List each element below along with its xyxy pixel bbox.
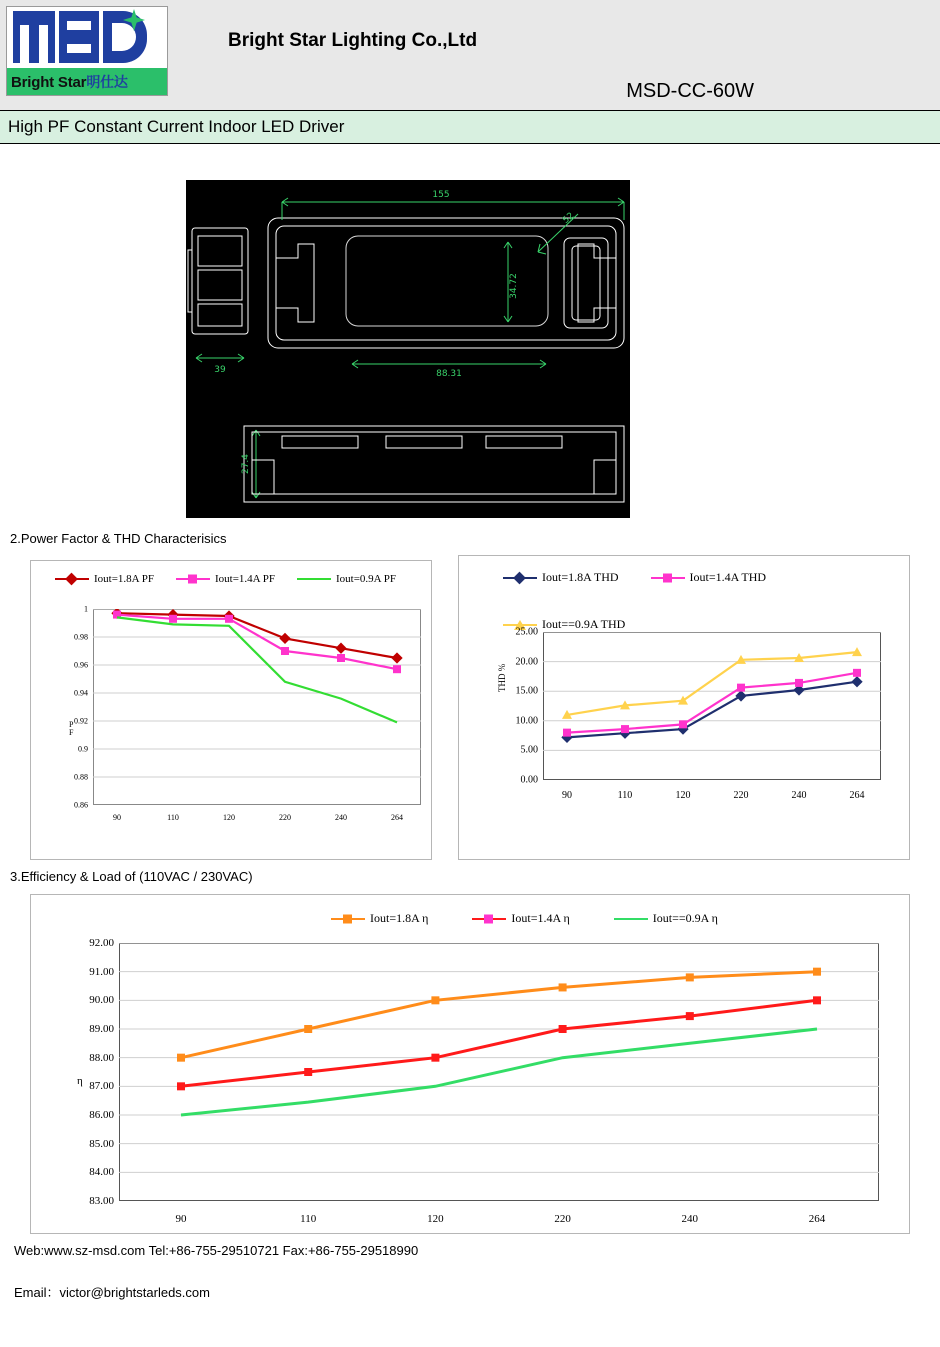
- series-marker: [431, 996, 439, 1004]
- y-axis-tick: 0.92: [74, 716, 88, 726]
- x-axis-tick: 90: [113, 813, 121, 822]
- series-marker: [851, 676, 862, 687]
- diamond-marker-icon: [65, 573, 78, 586]
- y-axis-tick: 10.00: [515, 715, 538, 727]
- series-marker: [679, 720, 687, 728]
- series-marker: [559, 1025, 567, 1033]
- legend-label: Iout==0.9A THD: [542, 617, 626, 631]
- pf-y-axis-title: P F: [69, 720, 74, 737]
- dim-left-width: 39: [214, 365, 226, 375]
- y-axis-tick: 91.00: [89, 965, 114, 978]
- square-marker-icon: [343, 914, 352, 923]
- y-axis-tick: 0.88: [74, 772, 88, 782]
- efficiency-chart-legend: [331, 911, 718, 926]
- x-axis-tick: 240: [681, 1213, 699, 1225]
- efficiency-chart-panel: [30, 894, 910, 1234]
- y-axis-tick: 89.00: [89, 1023, 114, 1035]
- legend-swatch-line: [55, 578, 89, 580]
- legend-item: [614, 911, 718, 926]
- legend-item: [472, 911, 569, 926]
- y-axis-tick: 85.00: [89, 1137, 114, 1150]
- dim-inner-height: 34.72: [509, 273, 519, 299]
- thd-chart-legend: [503, 570, 903, 632]
- series-marker: [177, 1054, 185, 1062]
- drawing-svg: [186, 180, 630, 518]
- footer-email-line: Email：victor@brightstarleds.com: [14, 1285, 210, 1300]
- legend-swatch-line: [331, 918, 365, 920]
- x-axis-tick: 110: [617, 790, 633, 801]
- legend-swatch-line: [651, 577, 685, 579]
- y-axis-tick: 88.00: [89, 1051, 114, 1064]
- x-axis-tick: 120: [427, 1213, 444, 1225]
- logo-wordmark-cn: 明仕达: [86, 74, 128, 90]
- series-line: [567, 673, 857, 733]
- series-marker: [335, 643, 346, 654]
- x-axis-tick: 220: [279, 813, 291, 822]
- series-marker: [621, 725, 629, 733]
- x-axis-tick: 220: [733, 790, 749, 801]
- x-axis-tick: 90: [175, 1213, 187, 1225]
- y-axis-tick: 92.00: [89, 937, 114, 949]
- legend-swatch-line: [503, 624, 537, 626]
- diamond-marker-icon: [513, 571, 526, 584]
- series-marker: [177, 1082, 185, 1090]
- dim-corner: 52: [561, 210, 577, 226]
- pf-plot-area: [93, 609, 421, 805]
- x-axis-tick: 240: [335, 813, 347, 822]
- series-marker: [431, 1054, 439, 1062]
- square-marker-icon: [484, 914, 493, 923]
- square-marker-icon: [188, 575, 197, 584]
- legend-label: Iout=0.9A PF: [336, 573, 396, 585]
- legend-label: Iout=1.8A THD: [542, 570, 619, 584]
- efficiency-plot-area: [119, 943, 879, 1201]
- logo-wordmark: [11, 72, 128, 92]
- x-axis-tick: 110: [300, 1213, 317, 1225]
- x-axis-tick: 240: [791, 790, 807, 801]
- thd-plot-area: [543, 632, 881, 780]
- footer-contact-line: Web:www.sz-msd.com Tel:+86-755-29510721 Fax:+86-755-29518990: [14, 1243, 419, 1258]
- legend-swatch-line: [297, 578, 331, 580]
- series-marker: [393, 665, 401, 673]
- series-marker: [737, 684, 745, 692]
- series-marker: [304, 1025, 312, 1033]
- series-marker: [391, 652, 402, 663]
- y-axis-tick: 0.9: [78, 744, 88, 754]
- page-title: High PF Constant Current Indoor LED Driver: [8, 117, 345, 136]
- y-axis-tick: 25.00: [515, 626, 538, 638]
- series-marker: [686, 973, 694, 981]
- y-axis-tick: 0.00: [520, 774, 538, 786]
- series-line: [117, 617, 397, 722]
- dim-length: 155: [432, 190, 450, 200]
- page-header: [0, 0, 940, 111]
- legend-swatch-line: [614, 918, 648, 920]
- y-axis-tick: 83.00: [89, 1195, 114, 1207]
- y-axis-tick: 0.98: [74, 632, 88, 642]
- legend-item: [297, 573, 396, 585]
- logo-wordmark-en: Bright Star: [11, 74, 87, 91]
- x-axis-tick: 120: [675, 790, 691, 801]
- x-axis-tick: 110: [167, 813, 179, 822]
- legend-label: Iout=1.4A PF: [215, 573, 275, 585]
- legend-item: [503, 617, 903, 632]
- y-axis-tick: 84.00: [89, 1166, 114, 1179]
- dim-inner-width: 88.31: [436, 369, 462, 379]
- series-marker: [279, 633, 290, 644]
- legend-label: Iout=1.4A THD: [689, 570, 767, 584]
- pf-chart-panel: [30, 560, 432, 860]
- series-marker: [225, 615, 233, 623]
- efficiency-y-axis-title: η: [77, 1075, 83, 1087]
- legend-item: [176, 573, 275, 585]
- series-marker: [169, 615, 177, 623]
- y-axis-tick: 20.00: [515, 656, 538, 668]
- thd-series-svg: [543, 632, 881, 780]
- series-marker: [795, 679, 803, 687]
- legend-swatch-line: [176, 578, 210, 580]
- x-axis-tick: 90: [562, 790, 572, 801]
- company-logo: [6, 6, 168, 96]
- legend-label: Iout==0.9A η: [652, 911, 718, 925]
- dim-side-height: 27.4: [241, 453, 251, 475]
- company-name: Bright Star Lighting Co.,Ltd: [228, 30, 478, 51]
- mechanical-drawing: [186, 180, 630, 518]
- x-axis-tick: 264: [391, 813, 403, 822]
- product-title-bar: [0, 111, 940, 144]
- series-marker: [686, 1012, 694, 1020]
- pf-series-svg: [93, 609, 421, 805]
- series-marker: [281, 647, 289, 655]
- y-axis-tick: 15.00: [515, 685, 538, 697]
- legend-item: [331, 911, 428, 926]
- series-marker: [304, 1068, 312, 1076]
- legend-item: [55, 573, 154, 585]
- efficiency-series-svg: [119, 943, 879, 1201]
- legend-swatch-line: [503, 577, 537, 579]
- legend-label: Iout=1.8A PF: [94, 573, 154, 585]
- series-marker: [735, 690, 746, 701]
- x-axis-tick: 120: [223, 813, 235, 822]
- logo-letter-s-icon: [59, 11, 99, 63]
- y-axis-tick: 90.00: [89, 994, 114, 1007]
- series-marker: [563, 729, 571, 737]
- y-axis-tick: 1: [84, 604, 88, 614]
- series-marker: [853, 669, 861, 677]
- section-3-label: 3.Efficiency & Load of (110VAC / 230VAC): [10, 869, 253, 884]
- thd-y-axis-title: THD %: [497, 663, 507, 692]
- section-2-label: 2.Power Factor & THD Characterisics: [10, 531, 227, 546]
- x-axis-tick: 264: [808, 1213, 826, 1225]
- y-axis-tick: 0.94: [74, 688, 88, 698]
- series-marker: [337, 654, 345, 662]
- legend-swatch-line: [472, 918, 506, 920]
- thd-chart-panel: [458, 555, 910, 860]
- y-axis-tick: 0.96: [74, 660, 88, 670]
- legend-label: Iout=1.4A η: [511, 911, 570, 925]
- series-marker: [813, 968, 821, 976]
- legend-item: [503, 570, 619, 585]
- y-axis-tick: 5.00: [520, 744, 538, 756]
- legend-label: Iout=1.8A η: [370, 911, 429, 925]
- series-marker: [559, 983, 567, 991]
- series-marker: [813, 996, 821, 1004]
- pf-chart-legend: [55, 573, 396, 585]
- logo-letter-m-icon: [13, 11, 55, 63]
- square-marker-icon: [663, 573, 672, 582]
- x-axis-tick: 264: [849, 790, 865, 801]
- legend-item: [651, 570, 767, 585]
- y-axis-tick: 0.86: [74, 800, 88, 810]
- logo-mark: [7, 7, 167, 67]
- x-axis-tick: 220: [554, 1213, 571, 1225]
- y-axis-tick: 87.00: [89, 1080, 114, 1093]
- y-axis-tick: 86.00: [89, 1109, 114, 1121]
- model-number: MSD-CC-60W: [626, 80, 754, 102]
